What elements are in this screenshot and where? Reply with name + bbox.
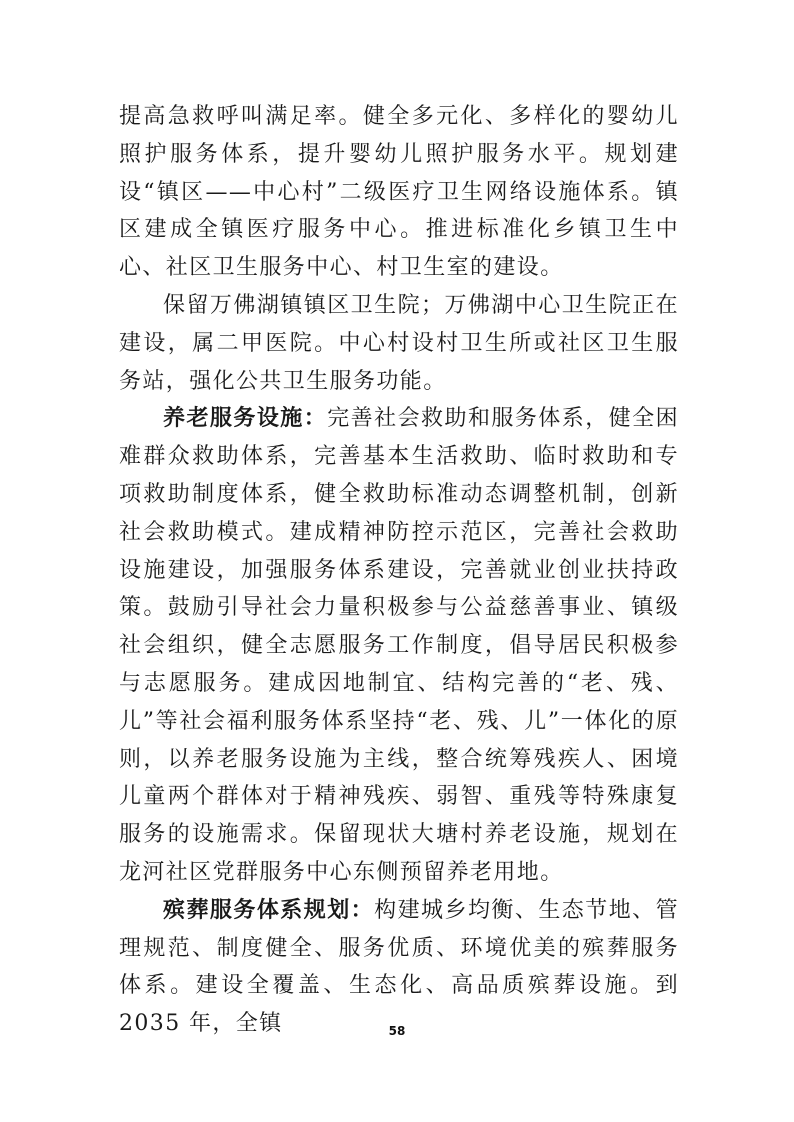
paragraph-text: 保留万佛湖镇镇区卫生院；万佛湖中心卫生院正在建设，属二甲医院。中心村设村卫生所或社区卫生服务站，强化公共卫生服务功能。 <box>119 292 679 394</box>
paragraph-text: 构建城乡均衡、生态节地、管理规范、制度健全、服务优质、环境优美的殡葬服务体系。建设全覆盖、生态化、高品质殡葬设施。到 2035 年，全镇 <box>119 897 680 1037</box>
paragraph-text: 完善社会救助和服务体系，健全困难群众救助体系，完善基本生活救助、临时救助和专项救助制度体系，健全救助标准动态调整机制，创新社会救助模式。建成精神防控示范区，完善社会救助设施建设，加强服务体系建设，完善就业创业扶持政策。鼓励引导社会力量积极参与公益慈善事业、镇级社会组织，健全志愿服务工作制度，倡导居民积极参与志愿服务。建成因地制宜、结构完善的“老、残、儿”等社会福利服务体系坚持“老、残、儿”一体化的原则，以养老服务设施为主线，整合统筹残疾人、困境儿童两个群体对于精神残疾、弱智、重残等特殊康复服务的设施需求。保留现状大塘村养老设施，规划在龙河社区党群服务中心东侧预留养老用地。 <box>119 406 679 885</box>
paragraph-heading: 养老服务设施： <box>163 405 328 432</box>
paragraph-text: 提高急救呼叫满足率。健全多元化、多样化的婴幼儿照护服务体系，提升婴幼儿照护服务水平。规划建设“镇区——中心村”二级医疗卫生网络设施体系。镇区建成全镇医疗服务中心。推进标准化乡镇卫生中心、社区卫生服务中心、村卫生室的建设。 <box>119 104 679 281</box>
paragraph-heading: 殡葬服务体系规划： <box>163 896 375 923</box>
body-text <box>119 98 679 1043</box>
paragraph-medical-continued <box>119 98 679 287</box>
paragraph-health-center <box>119 287 679 400</box>
paragraph-elderly-care <box>119 400 679 891</box>
page-number: 58 <box>388 1024 406 1038</box>
paragraph-funeral-services <box>119 892 679 1043</box>
